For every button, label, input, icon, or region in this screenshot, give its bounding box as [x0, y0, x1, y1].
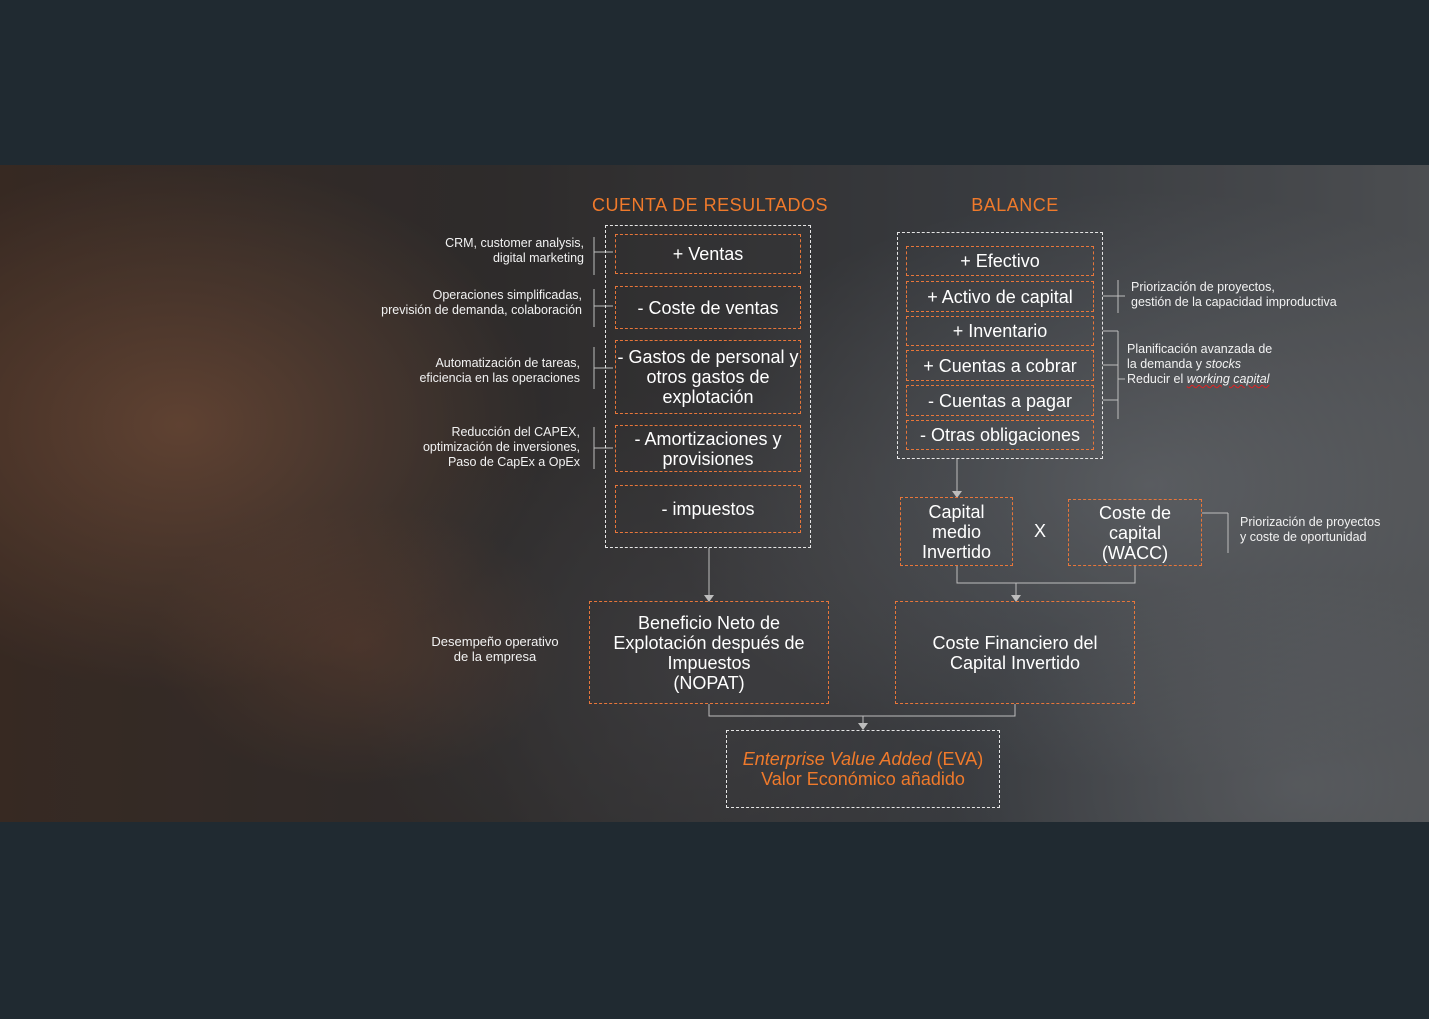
income-item-impuestos: - impuestos: [615, 485, 801, 533]
wacc-box: Coste de capital (WACC): [1068, 499, 1202, 566]
note-automatizacion: Automatización de tareas, eficiencia en las operaciones: [419, 356, 580, 385]
note-capex: Reducción del CAPEX, optimización de inversiones, Paso de CapEx a OpEx: [422, 425, 580, 469]
eva-subtitle: Valor Económico añadido: [761, 769, 965, 789]
balance-sheet-heading: BALANCE: [971, 195, 1059, 215]
note-desempeno: Desempeño operativo de la empresa: [431, 634, 559, 664]
note-working-line2: la demanda y stocks: [1127, 357, 1241, 371]
note-operaciones: Operaciones simplificadas, previsión de demanda, colaboración: [381, 288, 582, 317]
balance-item-cuentas-pagar: - Cuentas a pagar: [906, 385, 1094, 416]
note-working-line3: Reducir el working capital: [1127, 372, 1270, 386]
multiply-symbol: X: [1034, 521, 1047, 541]
background-photo-banner: [0, 165, 1429, 822]
note-wacc: Priorización de proyectos y coste de oportunidad: [1240, 515, 1381, 544]
coste-financiero-box: Coste Financiero del Capital Invertido: [895, 601, 1135, 704]
note-working-line1: Planificación avanzada de: [1127, 342, 1273, 356]
balance-item-activo-capital: + Activo de capital: [906, 281, 1094, 312]
income-statement-heading: CUENTA DE RESULTADOS: [591, 195, 829, 215]
income-item-amortizaciones: - Amortizaciones y provisiones: [615, 425, 801, 472]
eva-title: Enterprise Value Added (EVA): [742, 749, 984, 769]
note-working-capital: [1127, 342, 1327, 387]
capital-invertido-box: Capital medio Invertido: [900, 497, 1013, 566]
balance-item-inventario: + Inventario: [906, 316, 1094, 346]
eva-box: [726, 730, 1000, 808]
note-priorizacion-capital: Priorización de proyectos, gestión de la capacidad improductiva: [1131, 280, 1337, 309]
income-item-coste-ventas: - Coste de ventas: [615, 286, 801, 329]
nopat-box: Beneficio Neto de Explotación después de Impuestos (NOPAT): [589, 601, 829, 704]
balance-item-efectivo: + Efectivo: [906, 246, 1094, 276]
balance-item-otras-obligaciones: - Otras obligaciones: [906, 420, 1094, 450]
note-crm: CRM, customer analysis, digital marketing: [445, 236, 584, 265]
income-item-ventas: + Ventas: [615, 234, 801, 274]
balance-item-cuentas-cobrar: + Cuentas a cobrar: [906, 350, 1094, 381]
income-item-gastos-personal: - Gastos de personal y otros gastos de explotación: [615, 340, 801, 414]
